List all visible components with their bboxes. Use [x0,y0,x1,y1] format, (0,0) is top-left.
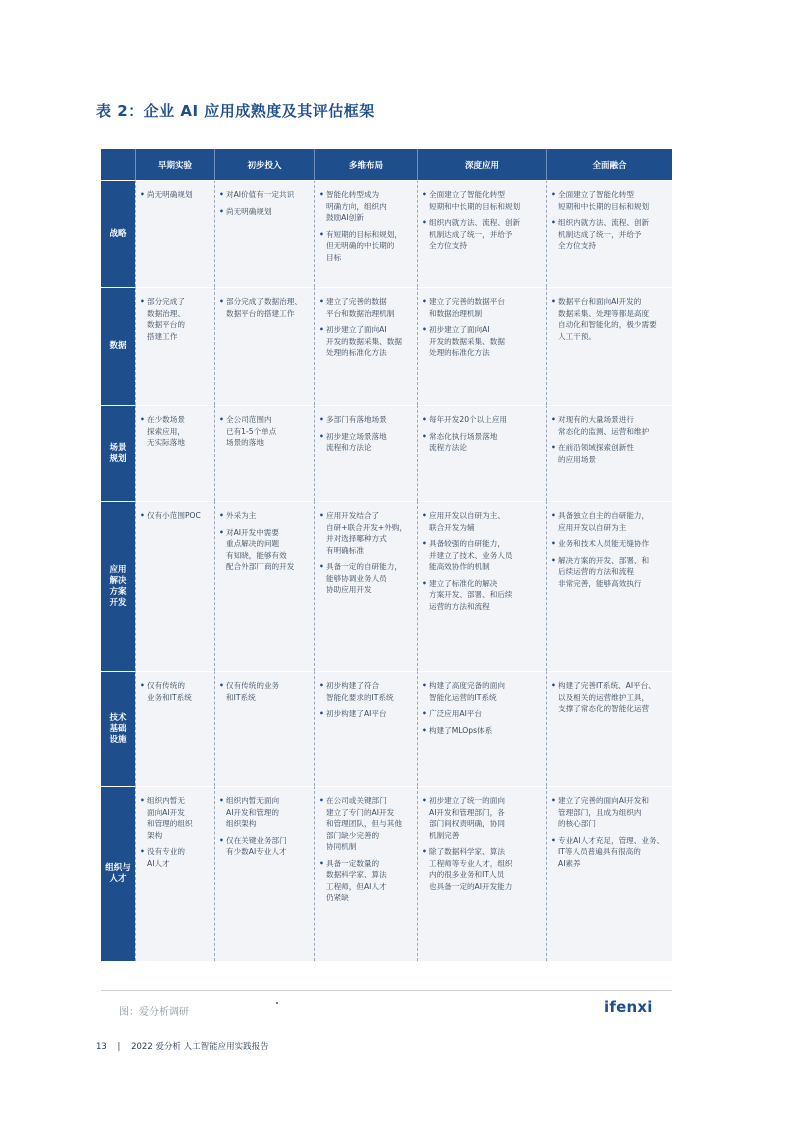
bullet-dot-icon: • [551,796,556,805]
bullet-text: 尚无明确规划 [226,206,272,216]
bullet-dot-icon: • [140,796,145,805]
bullet-text: 建立了标准化的解决 方案开发、部署、和后续 运营的方法和流程 [429,578,513,611]
bullet-text: 部分完成了 数据治理、 数据平台的 搭建工作 [147,297,185,341]
bullet-text: 初步构建了AI平台 [326,709,387,718]
bullet-text: 对现有的大量场景进行 常态化的监测、运营和维护 [558,415,650,436]
bullet-dot-icon: • [219,835,224,845]
bullet-dot-icon: • [422,847,427,856]
bullet-item [319,510,414,556]
bullet-item [319,431,414,454]
bullet-item [319,708,414,720]
bullet-dot-icon: • [140,681,145,690]
bullet-text: 智能化转型成为 明确方向，组织内 鼓励AI创新 [326,190,387,222]
bullet-dot-icon: • [219,206,224,216]
bullet-item [422,795,543,841]
bullet-dot-icon: • [219,796,224,805]
bullet-text: 全面建立了智能化转型 短期和中长期的目标和规划 [558,190,650,211]
bullet-item [219,835,311,858]
bullet-text: 具备较强的自研能力， 并建立了技术、业务人员 能高效协作的机制 [429,539,513,571]
bullet-item [422,510,543,533]
bullet-dot-icon: • [319,415,324,424]
bullet-item [551,680,669,715]
bullet-item [319,229,414,264]
bullet-dot-icon: • [219,190,224,199]
bullet-item [319,324,414,359]
bullet-dot-icon: • [551,415,556,424]
bullet-dot-icon: • [422,681,427,690]
bullet-dot-icon: • [319,709,324,718]
bullet-item [319,795,414,853]
table-cell [135,180,214,287]
bullet-text: 初步构建了符合 智能化要求的IT系统 [326,681,394,702]
bullet-dot-icon: • [422,297,427,306]
bullet-text: 构建了高度完备的面向 智能化运营的IT系统 [429,681,505,702]
bullet-text: 尚无明确规划 [147,190,193,199]
table-cell [214,287,314,405]
bullet-dot-icon: • [422,796,427,805]
bullet-text: 有短期的目标和规划， 但无明确的中长期的 目标 [326,229,402,262]
table-cell [417,671,546,786]
bullet-text: 全面建立了智能化转型 短期和中长期的目标和规划 [429,190,521,211]
bullet-dot-icon: • [551,835,556,845]
bullet-item [551,217,669,252]
table-cell [314,287,417,405]
bullet-dot-icon: • [551,681,556,690]
table-cell [314,405,417,501]
bullet-text: 组织内暂无 面向AI开发 和管理的组织 架构 [147,796,193,840]
bullet-item [422,538,543,573]
bullet-text: 具备独立自主的自研能力， 应用开发以自研为主 [558,511,650,532]
bullet-dot-icon: • [551,190,556,199]
table-cell [314,786,417,961]
table-cell [214,180,314,287]
bullet-text: 多部门有落地场景 [326,415,387,424]
bullet-text: 仅有传统的 业务和IT系统 [147,681,192,702]
bullet-dot-icon: • [319,681,324,690]
bullet-dot-icon: • [551,555,556,565]
bullet-dot-icon: • [422,415,427,424]
bullet-item [319,296,414,319]
table-cell [546,671,672,786]
table-cell [135,287,214,405]
row-label: 数据 [101,287,135,405]
table-cell [214,405,314,501]
column-header: 多维布局 [314,149,417,180]
bullet-text: 初步建立场景落地 流程和方法论 [326,431,387,452]
page-number: 13 [96,1042,107,1052]
bullet-text: 广泛应用AI平台 [429,709,482,718]
bullet-item [140,680,211,703]
bullet-dot-icon: • [551,511,556,520]
bullet-item [422,431,543,454]
bullet-item [551,414,669,437]
ifenxi-logo: ifenxi [604,998,653,1016]
bullet-item [422,578,543,613]
table-cell [546,501,672,671]
column-header: 早期实验 [135,149,214,180]
table-cell [417,405,546,501]
source-divider [101,990,672,991]
bullet-dot-icon: • [140,415,145,424]
table-cell [417,786,546,961]
bullet-item [319,414,414,426]
page-title: 表 2：企业 AI 应用成熟度及其评估框架 [96,102,375,120]
bullet-text: 构建了完善IT系统、AI平台、 以及相关的运营维护工具， 支撑了常态化的智能化运营 [558,681,656,713]
bullet-item [219,510,311,522]
bullet-dot-icon: • [422,218,427,227]
bullet-item [422,708,543,720]
bullet-text: 组织内就方法、流程、创新 机制达成了统一，并给予 全方位支持 [558,218,650,250]
bullet-item [422,846,543,892]
table-cell [314,671,417,786]
bullet-dot-icon: • [422,725,427,735]
bullet-item [140,414,211,449]
bullet-dot-icon: • [219,527,224,537]
bullet-dot-icon: • [551,443,556,452]
bullet-dot-icon: • [422,578,427,588]
bullet-text: 具备一定的自研能力， 能够协调业务人员 协助应用开发 [326,562,402,594]
bullet-text: 应用开发结合了 自研+联合开发+外购， 并对选择哪种方式 有明确标准 [326,511,408,555]
bullet-dot-icon: • [422,325,427,334]
bullet-text: 每年开发20个以上应用 [429,415,508,424]
bullet-dot-icon: • [219,511,224,520]
row-label: 应用 解决 方案 开发 [101,501,135,671]
bullet-item [319,189,414,224]
bullet-text: 对AI开发中需要 重点解决的问题 有知晓，能够有效 配合外部厂商的开发 [226,527,295,571]
bullet-item [219,414,311,449]
bullet-text: 外采为主 [226,511,257,520]
bullet-text: 部分完成了数据治理、 数据平台的搭建工作 [226,297,302,318]
bullet-item [140,189,211,201]
figure-source: 图：爱分析调研 [119,1007,189,1018]
bullet-text: 初步建立了面向AI 开发的数据采集、数据 处理的标准化方法 [326,325,402,357]
bullet-text: 在前沿领域探索创新性 的应用场景 [558,443,634,464]
table-cell [135,405,214,501]
bullet-item [422,725,543,737]
bullet-text: 仅在关键业务部门 有少数AI专业人才 [226,835,287,856]
bullet-dot-icon: • [319,431,324,441]
bullet-dot-icon: • [551,297,556,306]
bullet-dot-icon: • [140,190,145,199]
row-label: 组织与 人才 [101,786,135,961]
bullet-item [219,795,311,830]
page-footer [96,1040,277,1052]
table-cell [214,501,314,671]
bullet-item [422,217,543,252]
table-cell [546,180,672,287]
table-cell [546,786,672,961]
bullet-item [140,510,211,522]
bullet-item [319,680,414,703]
bullet-dot-icon: • [319,562,324,571]
bullet-dot-icon: • [422,709,427,718]
bullet-item [140,846,211,869]
bullet-dot-icon: • [551,218,556,227]
bullet-text: 初步建立了面向AI 开发的数据采集、数据 处理的标准化方法 [429,325,505,357]
bullet-text: 全公司范围内 已有1-5个单点 场景的落地 [226,415,277,447]
table-cell [546,287,672,405]
bullet-dot-icon: • [219,681,224,690]
bullet-text: 对AI价值有一定共识 [226,190,295,199]
bullet-item [422,324,543,359]
bullet-text: 应用开发以自研为主、 联合开发为辅 [429,511,505,532]
bullet-text: 除了数据科学家、算法 工程师等专业人才，组织 内的很多业务和IT人员 也具备一定的AI开发能力 [429,847,513,891]
column-header: 初步投入 [214,149,314,180]
bullet-item [551,555,669,590]
bullet-dot-icon: • [319,190,324,199]
row-label: 技术 基础 设施 [101,671,135,786]
column-header: 深度应用 [417,149,546,180]
bullet-text: 仅有传统的业务 和IT系统 [226,681,280,702]
bullet-dot-icon: • [140,297,145,306]
bullet-item [551,442,669,465]
table-cell [314,501,417,671]
bullet-dot-icon: • [319,796,324,805]
bullet-item [422,680,543,703]
maturity-table [101,149,672,961]
bullet-dot-icon: • [319,297,324,306]
bullet-item [551,189,669,212]
bullet-text: 构建了MLOps体系 [429,725,493,735]
bullet-dot-icon: • [319,511,324,520]
bullet-item [551,538,669,550]
bullet-text: 常态化执行场景落地 流程方法论 [429,431,498,452]
bullet-text: 在公司或关键部门 建立了专门的AI开发 和管理团队，但与其他 部门缺少完善的 协同机制 [326,796,402,851]
bullet-text: 专业AI人才充足，管理、业务、 IT等人员普遍具有很高的 AI素养 [558,835,665,868]
bullet-item [422,296,543,319]
bullet-item [219,527,311,573]
bullet-text: 建立了完善的数据平台 和数据治理机制 [429,297,505,318]
bullet-text: 解决方案的开发、部署、和 后续运营的方法和流程 非常完善，能够高效执行 [558,555,650,588]
bullet-text: 组织内暂无面向 AI开发和管理的 组织架构 [226,796,280,828]
bullet-text: 仅有小范围POC [147,511,201,520]
bullet-item [551,296,669,342]
bullet-dot-icon: • [422,190,427,199]
table-cell [135,671,214,786]
table-cell [135,501,214,671]
bullet-item [422,189,543,212]
bullet-item [551,835,669,870]
bullet-item [319,858,414,904]
bullet-text: 建立了完善的数据 平台和数据治理机制 [326,297,395,318]
table-cell [214,786,314,961]
bullet-dot-icon: • [219,415,224,424]
bullet-item [219,296,311,319]
bullet-text: 业务和技术人员能无缝协作 [558,539,650,548]
row-label: 场景 规划 [101,405,135,501]
row-label: 战略 [101,180,135,287]
table-cell [214,671,314,786]
bullet-item [551,510,669,533]
bullet-dot-icon: • [319,229,324,239]
table-cell [135,786,214,961]
bullet-text: 建立了完善的面向AI开发和 管理部门，且成为组织内 的核心部门 [558,796,649,828]
table-cell [417,180,546,287]
bullet-item [140,795,211,841]
bullet-dot-icon: • [219,297,224,306]
bullet-text: 在少数场景 探索应用， 无实际落地 [147,415,185,447]
bullet-item [219,680,311,703]
bullet-text: 具备一定数量的 数据科学家、算法 工程师，但AI人才 仍紧缺 [326,858,387,902]
bullet-item [422,414,543,426]
bullet-text: 组织内就方法、流程、创新 机制达成了统一，并给予 全方位支持 [429,218,521,250]
column-header: 全面融合 [546,149,672,180]
bullet-dot-icon: • [319,858,324,868]
table-cell [314,180,417,287]
report-name: 2022 爱分析 人工智能应用实践报告 [131,1042,269,1052]
bullet-item [219,206,311,218]
bullet-item [319,561,414,596]
bullet-text: 初步建立了统一的面向 AI开发和管理部门，各 部门间权责明确，协同 机制完善 [429,796,505,840]
bullet-dot-icon: • [140,511,145,520]
table-header-corner [101,149,135,180]
bullet-dot-icon: • [422,511,427,520]
bullet-dot-icon: • [140,847,145,856]
bullet-dot-icon: • [551,539,556,548]
table-cell [417,501,546,671]
bullet-item [219,189,311,201]
bullet-text: 数据平台和面向AI开发的 数据采集、处理等都是高度 自动化和智能化的，极少需要 人工干预。 [558,297,657,341]
bullet-item [140,296,211,342]
table-cell [417,287,546,405]
bullet-dot-icon: • [319,325,324,334]
bullet-item [551,795,669,830]
dot-mark [276,1002,278,1004]
footer-separator: | [117,1042,121,1052]
bullet-dot-icon: • [422,539,427,548]
table-cell [546,405,672,501]
bullet-text: 没有专业的 AI人才 [147,847,185,868]
bullet-dot-icon: • [422,431,427,441]
